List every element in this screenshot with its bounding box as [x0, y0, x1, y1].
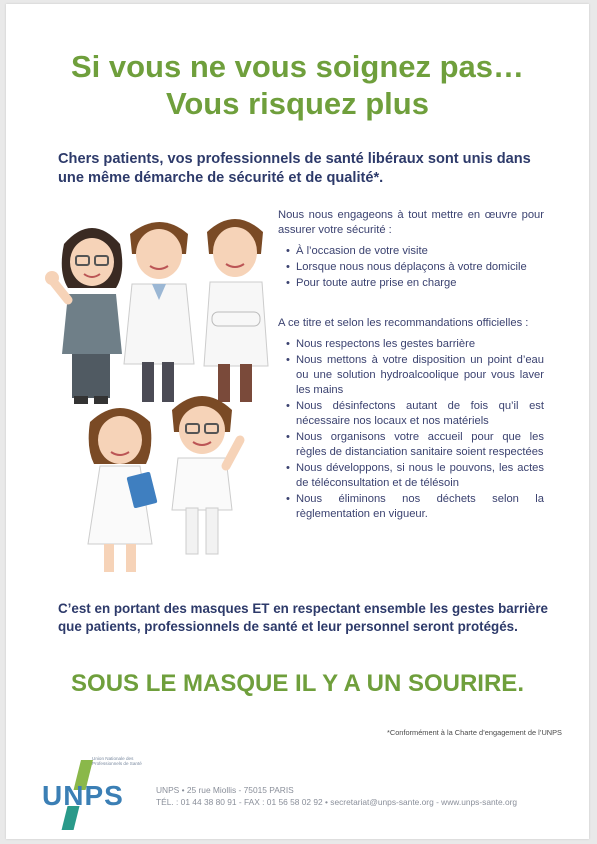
list-item: • Nous respectons les gestes barrière: [296, 337, 544, 352]
page-title: [6, 48, 589, 122]
engagement-column: [278, 208, 544, 523]
intro-text: Chers patients, vos professionnels de santé libéraux sont unis dans une même démarche de sécurité et de qualité*.: [58, 151, 531, 186]
list-item: • Lorsque nous nous déplaçons à votre domicile: [296, 260, 544, 275]
nurse-clipboard-figure: [88, 408, 158, 572]
contact-phone-email: TÉL. : 01 44 38 80 91 - FAX : 01 56 58 02 92 • secretariat@unps-sante.org - www.unps-sante.org: [156, 797, 518, 807]
list-item: • Pour toute autre prise en charge: [296, 276, 544, 291]
footnote: *Conformément à la Charte d’engagement de l’UNPS: [386, 728, 562, 737]
nurse-glasses-figure: [45, 228, 122, 404]
contact-address: UNPS • 25 rue Miollis - 75015 PARIS: [156, 785, 294, 795]
engagement-list: [278, 244, 544, 291]
title-line-1: Si vous ne vous soignez pas…: [70, 49, 525, 84]
healthcare-professionals-illustration: [42, 204, 270, 584]
slogan: SOUS LE MASQUE IL Y A UN SOURIRE.: [71, 670, 524, 697]
recommendations-list: [278, 337, 544, 522]
list-item: • Nous développons, si nous le pouvons, les actes de téléconsultation et de télésoin: [296, 461, 544, 491]
recommendations-lead: A ce titre et selon les recommandations officielles :: [278, 317, 529, 329]
list-item: • Nous désinfectons autant de fois qu’il est nécessaire nos locaux et nos matériels: [296, 399, 544, 429]
unps-logo: [36, 756, 146, 832]
doctor-center-figure: [124, 222, 194, 402]
logo-name: UNPS: [42, 780, 124, 811]
doctor-waving-figure: [172, 396, 240, 554]
list-item: • Nous éliminons nos déchets selon la règlementation en vigueur.: [296, 492, 544, 522]
title-line-2: Vous risquez plus: [166, 86, 429, 121]
contact-info: [156, 784, 576, 808]
logo-subtitle: Union Nationale des Professionnels de Santé: [92, 756, 142, 767]
engagement-lead: Nous nous engageons à tout mettre en œuvre pour assurer votre sécurité :: [278, 209, 544, 236]
list-item: • À l’occasion de votre visite: [296, 244, 544, 259]
doctor-right-figure: [204, 219, 268, 402]
poster-page: [6, 4, 589, 839]
list-item: • Nous organisons votre accueil pour que les règles de distanciation sanitaire soient respectées: [296, 430, 544, 460]
list-item: • Nous mettons à votre disposition un point d’eau ou une solution hydroalcoolique pour vous laver les mains: [296, 353, 544, 398]
outro-text: C’est en portant des masques ET en respectant ensemble les gestes barrière que patients, professionnels de santé et leur personnel seront protégés.: [58, 601, 548, 634]
